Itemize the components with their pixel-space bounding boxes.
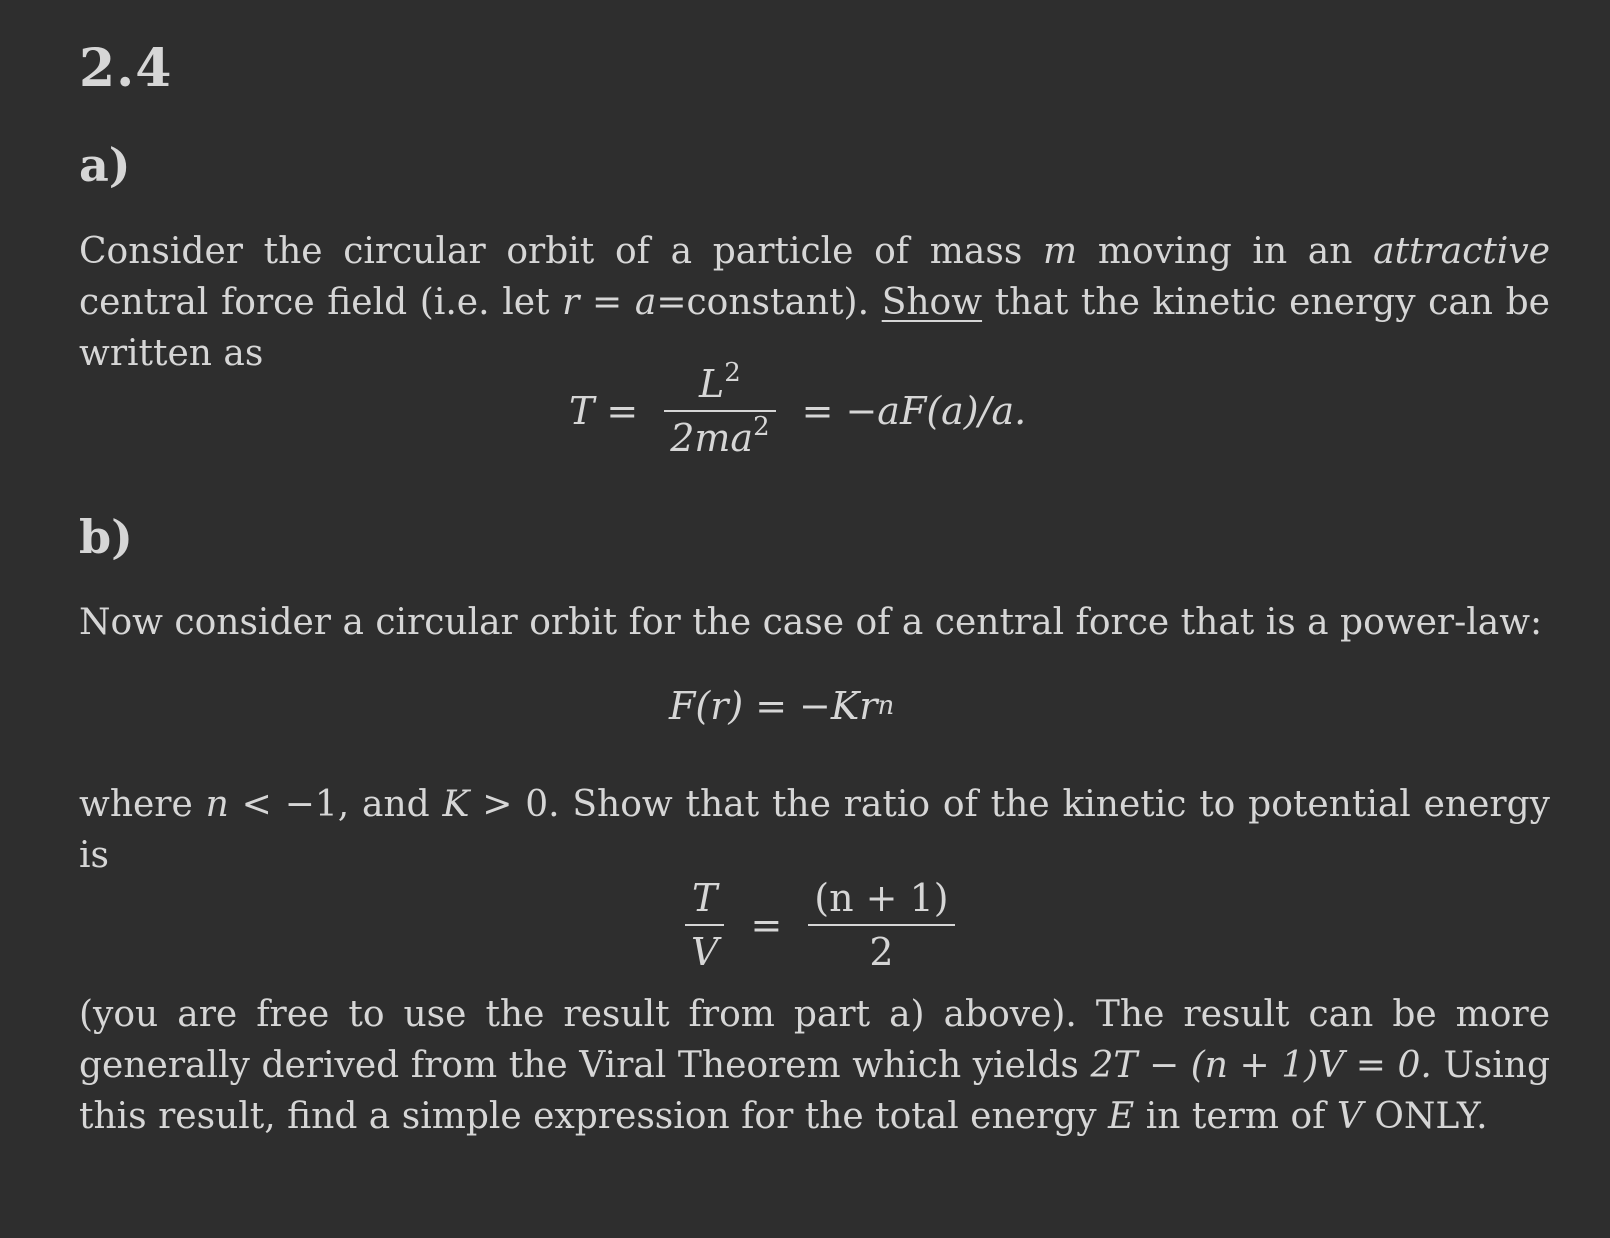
part-b-intro: Now consider a circular orbit for the case of a central force that is a power-law: (79, 602, 1543, 643)
fraction (664, 358, 775, 464)
emphasis-attractive: attractive (1373, 231, 1550, 272)
equals-sign: = (592, 282, 623, 323)
part-b-text: where (79, 784, 193, 825)
part-b-label: b) (79, 510, 133, 564)
denominator-exponent: 2 (753, 412, 770, 442)
eq-equals: = (801, 389, 834, 433)
ratio-rhs-numerator: (n + 1) (814, 876, 949, 920)
part-b-text: > 0. Show that the ratio of the kinetic to potential energy is (79, 784, 1551, 876)
eq-equals: = (755, 684, 788, 728)
force-rhs: −Kr (799, 684, 878, 728)
fraction-denominator (664, 412, 775, 464)
force-law-equation: F(r) = −Kr n (669, 684, 895, 728)
numerator-base: L (699, 362, 725, 406)
kinetic-energy-equation (569, 358, 1026, 464)
part-b-text: in term of (1145, 1096, 1326, 1137)
virial-equation: 2T − (n + 1)V = 0. (1090, 1045, 1432, 1086)
var-E: E (1108, 1096, 1135, 1137)
ratio-lhs-denominator: V (691, 930, 719, 974)
part-a-text: central force field (i.e. let (79, 282, 550, 323)
var-a: a (634, 282, 657, 323)
part-a-text: Consider the circular orbit of a particle of mass (79, 231, 1023, 272)
force-lhs: F(r) (669, 684, 744, 728)
eq-equals: = (750, 903, 783, 947)
part-a-text: moving in an (1097, 231, 1353, 272)
denominator-base: 2ma (670, 416, 754, 460)
part-b-text: (you are free to use the result from part a) above). The result can be more generally derived from the Viral Theorem which yields (79, 994, 1550, 1086)
part-b-conditions (79, 779, 1550, 881)
part-b-text: Using this result, find a simple expression for the total energy (79, 1045, 1550, 1137)
var-r: r (562, 282, 580, 323)
eq-equals: = (606, 389, 639, 433)
part-b-closing (79, 989, 1550, 1142)
ratio-lhs-numerator: T (692, 876, 718, 920)
var-K: K (442, 784, 470, 825)
ratio-rhs-fraction (808, 872, 954, 978)
var-n: n (205, 784, 229, 825)
var-m: m (1043, 231, 1078, 272)
numerator-exponent: 2 (724, 358, 741, 388)
eq-lhs: T (569, 389, 595, 433)
part-a-text: =constant). (656, 282, 870, 323)
var-V: V (1336, 1096, 1363, 1137)
part-a-text: that the kinetic energy can be written as (79, 282, 1550, 374)
part-a-label: a) (79, 138, 131, 192)
fraction-numerator (693, 358, 747, 410)
section-number: 2.4 (79, 38, 173, 99)
eq-rhs: −aF(a)/a. (845, 389, 1027, 433)
ratio-lhs-fraction (685, 872, 724, 978)
ratio-rhs-denominator: 2 (869, 930, 894, 974)
show-underlined: Show (881, 282, 983, 323)
part-b-text: < −1, and (241, 784, 430, 825)
energy-ratio-equation (671, 872, 969, 978)
part-a-paragraph (79, 226, 1550, 379)
part-b-text: ONLY. (1374, 1096, 1488, 1137)
